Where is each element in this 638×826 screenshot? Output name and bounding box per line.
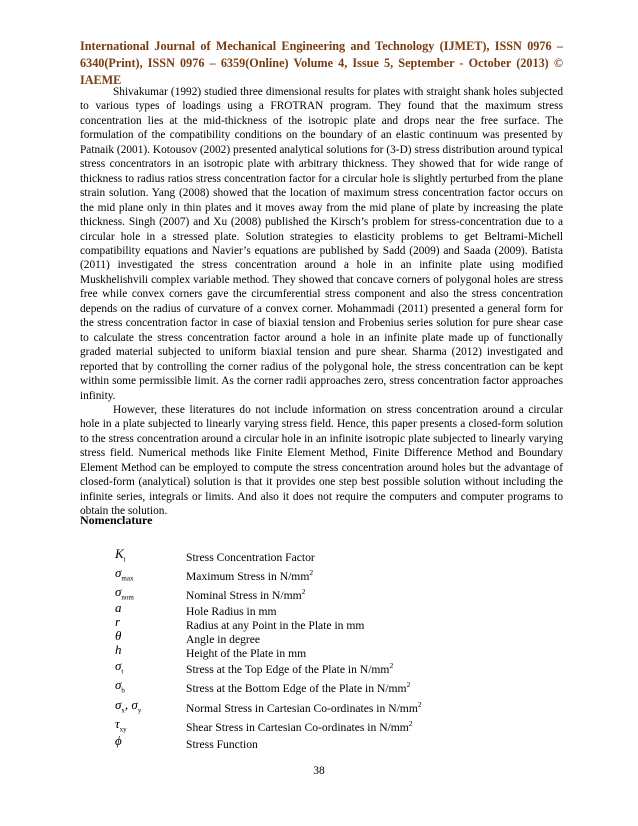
- nomenclature-row: [115, 565, 565, 581]
- nomenclature-symbol: $\sigma_{nom}$: [115, 584, 134, 602]
- nomenclature-description: Angle in degree: [186, 632, 261, 646]
- nomenclature-row: [115, 677, 565, 693]
- nomenclature-description: Height of the Plate in mm: [186, 646, 307, 660]
- nomenclature-symbol: $K_t$: [115, 546, 126, 564]
- nomenclature-symbol: ϕ: [115, 733, 122, 748]
- nomenclature-symbol: $\sigma_{max}$: [115, 565, 134, 583]
- nomenclature-description: Nominal Stress in $N/mm^2$: [186, 587, 306, 602]
- paragraph-literature-review: Shivakumar (1992) studied three dimensional results for plates with straight shank holes subjected to various types of loadings using a FROTRAN program. They found that the maximum stress concentration lies at the mid-thickness of the isotropic plate and drops near the free surface. The formulation of the compatibility conditions on the boundary of an elastic continuum was presented by Patnaik (2001). Kotousov (2002) presented analytical solutions for (3-D) stress distribution around typical stress concentrators in an isotropic plate with arbitrary thickness. They showed that for wide range of thickness to radius ratios stress concentration factor for a circular hole is slightly perturbed from the plane strain solution. Yang (2008) showed that the location of maximum stress concentration factor occurs on the mid plane only in thin plates and it moves away from the mid plane of plate by increasing the plate thickness. Singh (2007) and Xu (2008) published the Kirsch’s problem for stress-concentration due to a circular hole in a stressed plate. Solution strategies to elasticity problems to get Beltrami-Michell compatibility equations and Navier’s equations are published by Sadd (2009) and Saada (2009). Batista (2011) investigated the stress concentration around a hole in an infinite plate using modified Muskhelishvili complex variable method. They showed that concave corners of polygonal holes are stress free while convex corners gave the circumferential stress component and also the stress concentration depends on the radius of curvature of a convex corner. Mohammadi (2011) presented a general form for the stress concentration factor in case of biaxial tension and Frobenius series solution for pure shear case to calculate the stress concentration factor around a hole in an infinite plate made up of functionally graded material subjected to uniform biaxial tension and pure shear. Sharma (2012) investigated and reported that by controlling the corner radius of the polygonal hole, the stress concentration can be kept within some permissible limit. As the corner radii approaches zero, stress concentration factor approaches infinity.: [80, 86, 563, 402]
- nomenclature-row: [115, 584, 565, 600]
- nomenclature-symbol: h: [115, 642, 122, 657]
- nomenclature-symbol: $\tau_{xy}$: [115, 716, 127, 734]
- nomenclature-row: [115, 716, 565, 732]
- nomenclature-title: Nomenclature: [80, 513, 153, 527]
- nomenclature-description: Hole Radius in mm: [186, 604, 277, 618]
- nomenclature-symbol: $\sigma_t$: [115, 658, 124, 676]
- nomenclature-description: Shear Stress in Cartesian Co-ordinates in $N/mm^2$: [186, 719, 413, 734]
- nomenclature-description: Stress at the Top Edge of the Plate in $N/mm^2$: [186, 661, 394, 676]
- nomenclature-symbol: a: [115, 600, 122, 615]
- body-text: [80, 85, 563, 519]
- nomenclature-description: Normal Stress in Cartesian Co-ordinates in $N/mm^2$: [186, 700, 422, 715]
- nomenclature-row: [115, 642, 565, 658]
- page-number: 38: [313, 765, 325, 777]
- nomenclature-row: [115, 697, 565, 713]
- nomenclature-symbol: $\sigma_b$: [115, 677, 125, 695]
- nomenclature-symbol: $\sigma_x$, $\sigma_y$: [115, 697, 142, 715]
- paragraph-motivation: However, these literatures do not include information on stress concentration around a circular hole in a plate subjected to linearly varying stress field. Hence, this paper presents a closed-form solution to the stress concentration around a circular hole in an infinite isotropic plate subjected to linearly varying stress field. Numerical methods like Finite Element Method, Finite Difference Method and Boundary Element Method can be employed to compute the stress concentration around holes but the advantage of closed-form (analytical) solution is that it provides one step best possible solution without including the infinite series, integrals or limits. And also it does not require the computers and computer programs to obtain the solution.: [80, 403, 563, 518]
- nomenclature-description: Radius at any Point in the Plate in mm: [186, 618, 365, 632]
- nomenclature-description: Maximum Stress in $N/mm^2$: [186, 568, 314, 583]
- nomenclature-symbol: r: [115, 614, 121, 629]
- nomenclature-description: Stress Function: [186, 737, 258, 751]
- nomenclature-description: Stress Concentration Factor: [186, 550, 315, 564]
- journal-header: International Journal of Mechanical Engineering and Technology (IJMET), ISSN 0976 – 6340(Print), ISSN 0976 – 6359(Online) Volume 4, Issue 5, September - October (2013) © IAEME: [80, 39, 563, 87]
- nomenclature-row: [115, 658, 565, 674]
- nomenclature-description: Stress at the Bottom Edge of the Plate in $N/mm^2$: [186, 680, 411, 695]
- nomenclature-row: [115, 733, 565, 749]
- nomenclature-symbol: θ: [115, 628, 122, 643]
- nomenclature-row: [115, 546, 565, 562]
